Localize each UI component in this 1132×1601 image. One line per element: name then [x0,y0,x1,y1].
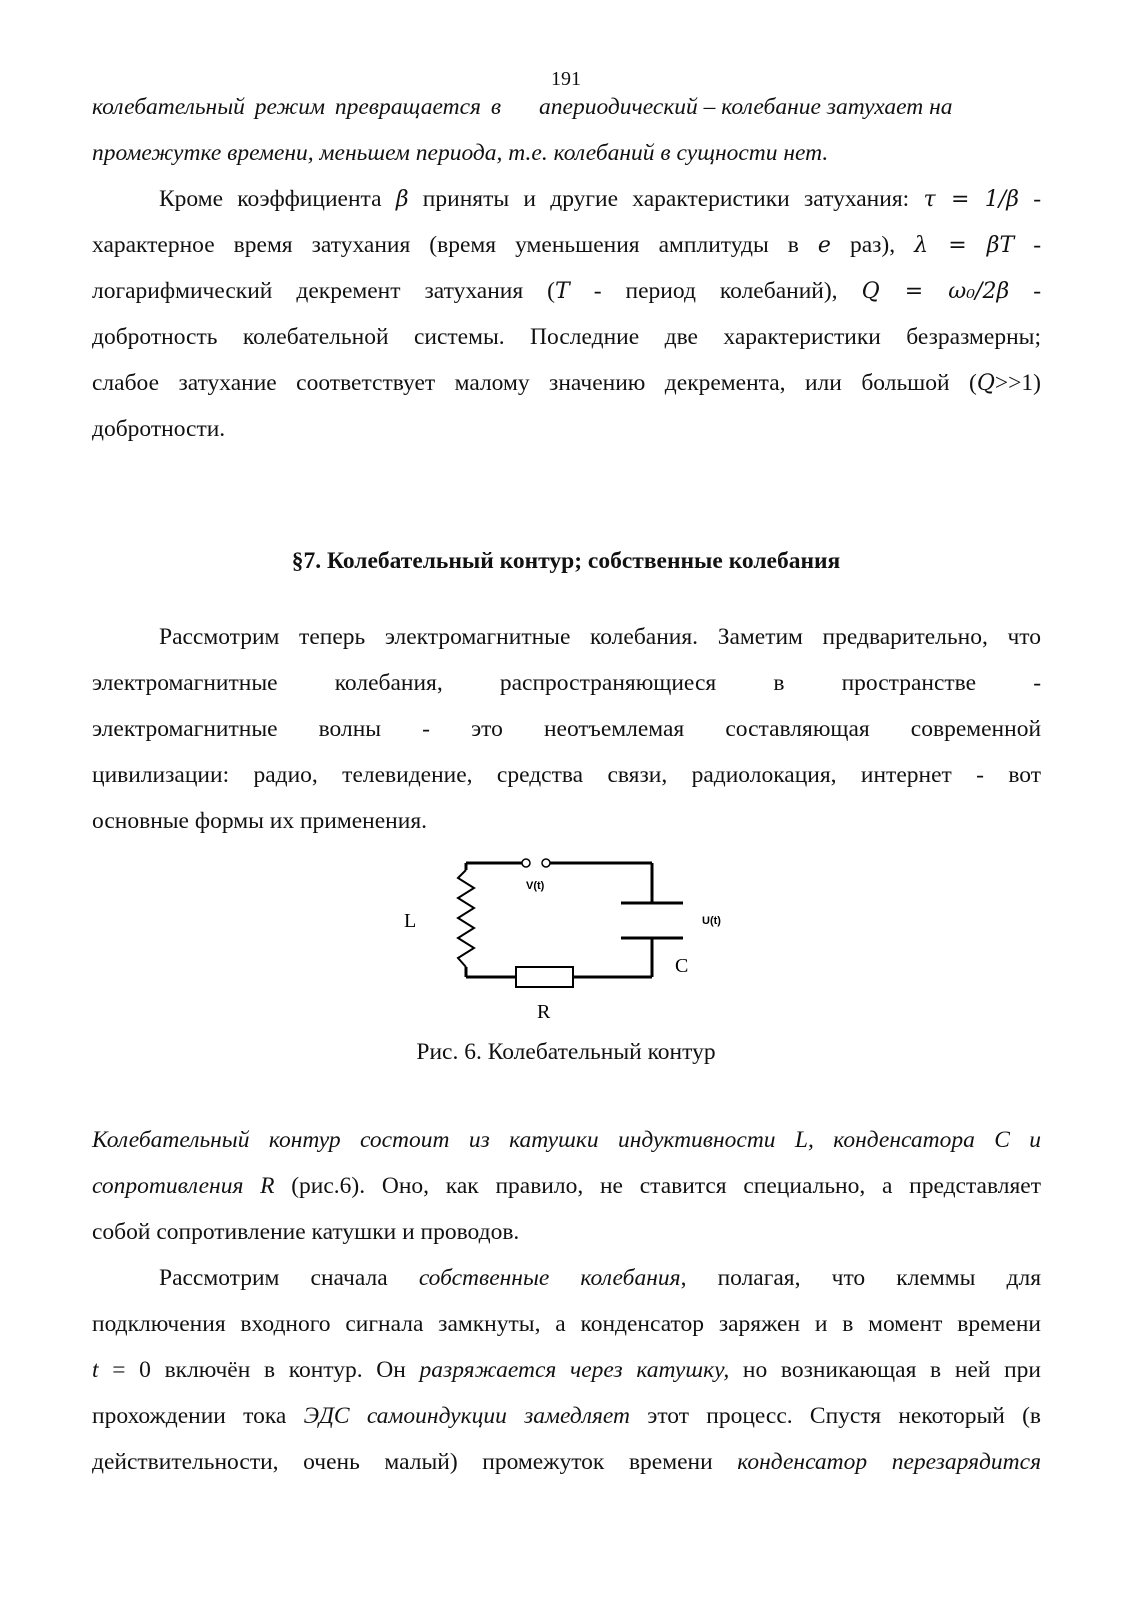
figure-caption: Рис. 6. Колебательный контур [416,1039,716,1065]
para3-line1: Рассмотрим теперь электромагнитные колебания. Заметим предварительно, что [159,624,1041,650]
para3-l3-w5: составляющая [725,716,870,742]
label-C: C [675,955,689,977]
para3-l2-w0: электромагнитные [92,670,278,696]
para4-line2 [92,1171,1041,1201]
para5-l5-b: конденсатор перезарядится [737,1449,1042,1475]
para5-l4-b: ЭДС самоиндукции замедляет [303,1403,630,1429]
para5-l3-a: = 0 включён в контур. Он [98,1357,406,1383]
terminal-left [522,859,530,867]
page-number: 191 [551,68,581,90]
para3-l3-w3: это [471,716,503,742]
para3-l3-w4: неотъемлемая [543,716,685,742]
terminal-right [542,859,550,867]
para4-line1: Колебательный контур состоит из катушки индуктивности L, конденсатора C и [92,1127,1041,1153]
Q-formula: Q = ω₀/2β [861,279,1010,304]
para5-l1-a: Рассмотрим сначала [159,1265,388,1291]
para2-l5-a: слабое затухание соответствует малому значению декремента, или большой ( [92,370,977,396]
para1-line1 [92,92,1041,122]
para5-l4-c: этот процесс. Спустя некоторый (в [629,1403,1042,1429]
lambda-formula: λ = βT [914,233,1015,258]
para5-line2: подключения входного сигнала замкнуты, а конденсатор заряжен и в момент времени [92,1311,1041,1337]
para2-l1-a: Кроме коэффициента [159,186,382,212]
para4-l2-rest: (рис.6). Оно, как правило, не ставится специально, а представляет [274,1173,1041,1199]
para3-l2-w3: в [773,670,785,696]
e-symbol: e [817,233,831,258]
label-U: U(t) [702,915,721,927]
para2-l3-b: - период колебаний), [593,278,838,304]
para3-line3 [92,714,1041,744]
para3-line2 [92,668,1041,698]
para5-l4-a: прохождении тока [92,1403,287,1429]
para3-line5: основные формы их применения. [92,808,428,834]
resistor [516,967,573,987]
para3-l2-w4: пространстве [841,670,977,696]
para5-line3 [92,1355,1041,1385]
para2-l1-dash: - [1033,186,1042,212]
para2-l2-dash: - [1033,232,1042,258]
inductor-coil [458,870,474,967]
para3-l3-w6: современной [910,716,1042,742]
para5-l3-b: разряжается через катушку, [419,1357,730,1383]
para2-l2-a: характерное время затухания (время уменьшения амплитуды в [92,232,799,258]
para5-l1-c: , полагая, что клеммы для [680,1265,1042,1291]
label-R: R [537,1001,551,1023]
para2-line3 [92,276,1041,307]
para2-l2-b: раз), [849,232,896,258]
para2-l5-b: >>1) [994,370,1041,396]
para3-l2-w1: колебания, [334,670,443,696]
para5-l3-c: но возникающая в ней при [729,1357,1041,1383]
para1-line1-part-b: апериодический – колебание затухает на [539,94,953,120]
para5-l3-t: t [92,1357,99,1383]
Q-symbol: Q [976,371,995,396]
para5-line1 [159,1263,1041,1293]
para2-line6: добротности. [92,416,226,442]
label-L: L [404,910,417,932]
para2-line1 [159,184,1041,215]
para5-line5 [92,1447,1041,1477]
tau-formula: τ = 1/β [923,187,1019,212]
para5-l1-b: собственные колебания [418,1265,681,1291]
beta-symbol: β [395,187,409,212]
para4-line3: собой сопротивление катушки и проводов. [92,1219,520,1245]
para1-line2: промежутке времени, меньшем периода, т.е. колебаний в сущности нет. [92,140,829,166]
para1-line1-part-a: колебательный режим превращается в [92,94,502,120]
para3-l3-w2: - [422,716,430,742]
para5-line4 [92,1401,1041,1431]
circuit-diagram [390,852,750,1027]
para3-line4: цивилизации: радио, телевидение, средства связи, радиолокация, интернет - вот [92,762,1041,788]
label-V: V(t) [526,880,545,892]
para2-line4: добротность колебательной системы. Последние две характеристики безразмерны; [92,324,1041,350]
para2-l3-a: логарифмический декремент затухания (T [92,278,570,304]
para3-l2-w5: - [1033,670,1042,696]
para2-l3-dash: - [1033,278,1042,304]
para3-l2-w2: распространяющиеся [499,670,717,696]
para3-l3-w0: электромагнитные [92,716,278,742]
para4-l2-italic: сопротивления R [92,1173,275,1199]
para2-line5 [92,368,1041,399]
section-heading: §7. Колебательный контур; собственные колебания [291,548,841,574]
para2-line2 [92,230,1041,261]
T-symbol: T [555,279,570,304]
para3-l3-w1: волны [318,716,382,742]
para5-l5-a: действительности, очень малый) промежуток времени [92,1449,713,1475]
para2-l1-b: приняты и другие характеристики затухания: [422,186,910,212]
